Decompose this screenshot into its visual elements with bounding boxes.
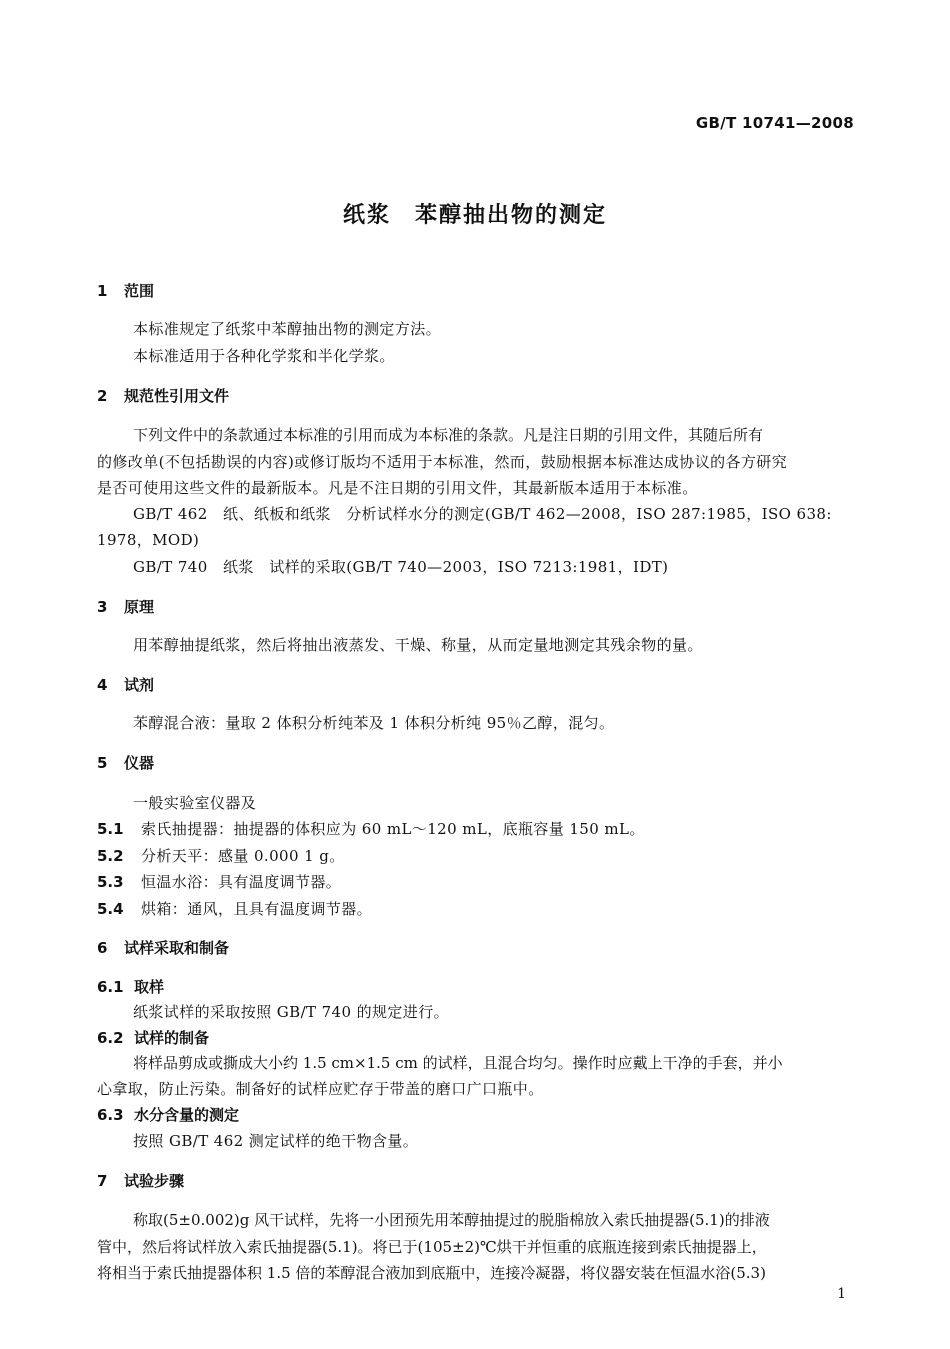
paragraph: 一般实验室仪器及: [133, 794, 257, 812]
paragraph-line: 将样品剪成或撕成大小约 1.5 cm×1.5 cm 的试样，且混合均匀。操作时应戴上干净的手套，并小: [133, 1054, 783, 1072]
paragraph-line: 的修改单(不包括勘误的内容)或修订版均不适用于本标准，然而，鼓励根据本标准达成协议的各方研究: [97, 453, 788, 471]
reference-item: GB/T 462 纸、纸板和纸浆 分析试样水分的测定(GB/T 462—2008，ISO 287:1985，ISO 638:: [133, 505, 832, 523]
paragraph-line: 称取(5±0.002)g 风干试样，先将一小团预先用苯醇抽提过的脱脂棉放入索氏抽提器(5.1)的排液: [133, 1211, 770, 1229]
subsection-heading-6-1: 6.1 取样: [97, 978, 165, 996]
paragraph-line: 心拿取，防止污染。制备好的试样应贮存于带盖的磨口广口瓶中。: [97, 1080, 544, 1098]
paragraph: 按照 GB/T 462 测定试样的绝干物含量。: [133, 1132, 419, 1150]
paragraph-line: 是否可使用这些文件的最新版本。凡是不注日期的引用文件，其最新版本适用于本标准。: [97, 479, 698, 497]
standard-number: GB/T 10741—2008: [695, 114, 854, 132]
section-heading-3: 3 原理: [97, 598, 155, 616]
page-number: 1: [837, 1286, 846, 1302]
paragraph: 本标准规定了纸浆中苯醇抽出物的测定方法。: [133, 320, 442, 338]
paragraph: 苯醇混合液：量取 2 体积分析纯苯及 1 体积分析纯 95％乙醇，混匀。: [133, 714, 615, 732]
apparatus-item: 5.4 烘箱：通风，且具有温度调节器。: [97, 900, 373, 918]
paragraph-line: 管中，然后将试样放入索氏抽提器(5.1)。将已于(105±2)℃烘干并恒重的底瓶连接到索氏抽提器上，: [97, 1238, 767, 1256]
paragraph: 纸浆试样的采取按照 GB/T 740 的规定进行。: [133, 1003, 449, 1021]
apparatus-item: 5.1 索氏抽提器：抽提器的体积应为 60 mL～120 mL，底瓶容量 150 mL。: [97, 820, 645, 838]
reference-item: GB/T 740 纸浆 试样的采取(GB/T 740—2003，ISO 7213:1981，IDT): [133, 558, 669, 576]
section-heading-1: 1 范围: [97, 282, 155, 300]
paragraph: 用苯醇抽提纸浆，然后将抽出液蒸发、干燥、称量，从而定量地测定其残余物的量。: [133, 636, 703, 654]
paragraph: 本标准适用于各种化学浆和半化学浆。: [133, 347, 395, 365]
paragraph-line: 将相当于索氏抽提器体积 1.5 倍的苯醇混合液加到底瓶中，连接冷凝器，将仪器安装在恒温水浴(5.3): [97, 1264, 766, 1282]
apparatus-item: 5.3 恒温水浴：具有温度调节器。: [97, 873, 342, 891]
page-title: 纸浆 苯醇抽出物的测定: [342, 203, 607, 228]
subsection-heading-6-2: 6.2 试样的制备: [97, 1029, 210, 1047]
paragraph-line: 下列文件中的条款通过本标准的引用而成为本标准的条款。凡是注日期的引用文件，其随后所有: [133, 426, 764, 444]
section-heading-7: 7 试验步骤: [97, 1172, 185, 1190]
apparatus-item: 5.2 分析天平：感量 0.000 1 g。: [97, 847, 345, 865]
subsection-heading-6-3: 6.3 水分含量的测定: [97, 1106, 240, 1124]
section-heading-2: 2 规范性引用文件: [97, 387, 230, 405]
section-heading-6: 6 试样采取和制备: [97, 939, 230, 957]
section-heading-4: 4 试剂: [97, 676, 155, 694]
section-heading-5: 5 仪器: [97, 754, 155, 772]
reference-item: 1978，MOD): [97, 531, 200, 549]
